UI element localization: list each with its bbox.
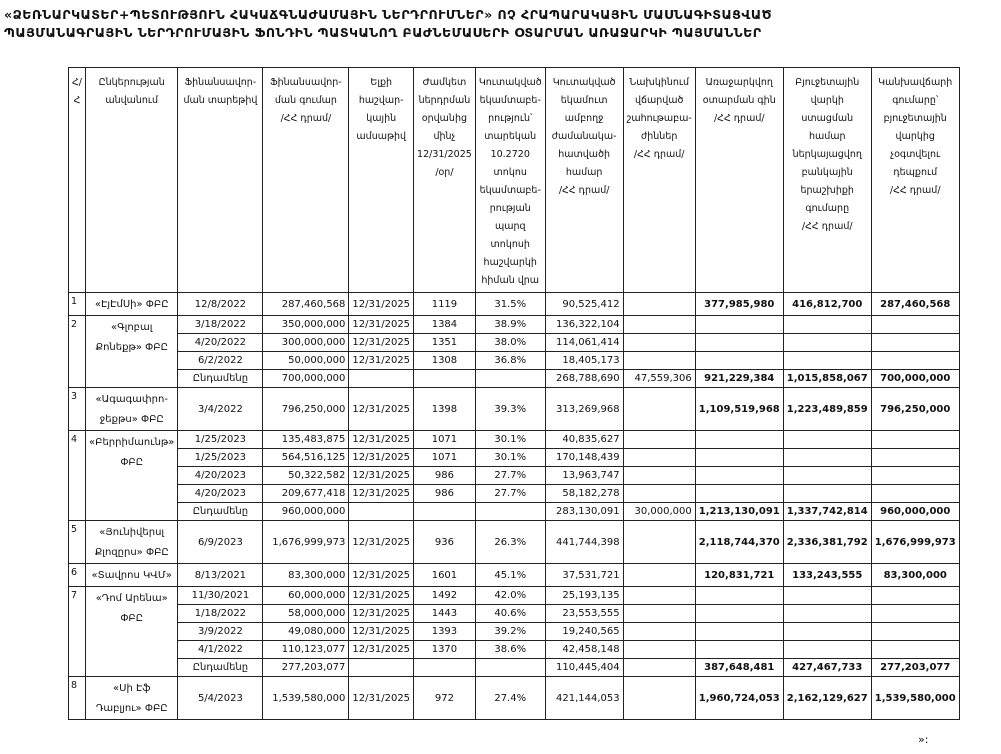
- table-row: [69, 587, 960, 605]
- row-number: 8: [69, 677, 86, 720]
- title-line-2: ՊԱՅՄԱՆԱԳՐԱՅԻՆ ՆԵՐԴՐՈՒՄԱՅԻՆ ՖՈՆԴԻՆ ՊԱՏԿԱՆՈՂ ԲԱԺՆԵՄԱՍԵՐԻ ՕՏԱՐՄԱՆ ԱՌԱՋԱՐԿԻ ՊԱՅՄԱՆՆԵՐ: [4, 25, 762, 40]
- column-header-title: Առաջարկվող օտարման գին: [702, 77, 776, 106]
- year-cell: 5/4/2023: [178, 677, 263, 720]
- advance-payment-cell: [871, 641, 959, 659]
- income-cell: 268,788,690: [545, 370, 623, 388]
- amount-cell: 700,000,000: [263, 370, 349, 388]
- trailing-punctuation: »:: [918, 733, 929, 746]
- amount-cell: 58,000,000: [263, 605, 349, 623]
- percent-cell: 39.2%: [475, 623, 545, 641]
- amount-cell: 60,000,000: [263, 587, 349, 605]
- days-cell: 1384: [414, 316, 476, 334]
- offer-price-cell: [695, 449, 783, 467]
- guarantee-amount-cell: 1,223,489,859: [783, 388, 871, 431]
- row-number: 6: [69, 564, 86, 587]
- offer-price-cell: 1,109,519,968: [695, 388, 783, 431]
- days-cell: 1351: [414, 334, 476, 352]
- paid-dividends-cell: [623, 485, 695, 503]
- offer-price-cell: [695, 352, 783, 370]
- column-header-title: Ժամկետ ներդրման օրվանից մինչ 12/31/2025: [417, 77, 472, 160]
- offer-price-cell: 1,960,724,053: [695, 677, 783, 720]
- percent-cell: [475, 370, 545, 388]
- percent-cell: 30.1%: [475, 431, 545, 449]
- exit-date-cell: 12/31/2025: [349, 352, 414, 370]
- year-cell: 6/2/2022: [178, 352, 263, 370]
- guarantee-amount-cell: 416,812,700: [783, 293, 871, 316]
- paid-dividends-cell: [623, 564, 695, 587]
- exit-date-cell: 12/31/2025: [349, 521, 414, 564]
- amount-cell: 1,539,580,000: [263, 677, 349, 720]
- guarantee-amount-cell: [783, 334, 871, 352]
- paid-dividends-cell: 47,559,306: [623, 370, 695, 388]
- exit-date-cell: [349, 370, 414, 388]
- year-cell: 4/20/2023: [178, 467, 263, 485]
- column-header-title: Կուտակված եկամտաբե-րություն՝ տարեկան 10.2720 տոկոս եկամտաբե-րության պարզ տոկոսի հաշվարկի: [478, 77, 542, 268]
- paid-dividends-cell: [623, 659, 695, 677]
- paid-dividends-cell: [623, 449, 695, 467]
- advance-payment-cell: [871, 587, 959, 605]
- days-cell: 986: [414, 467, 476, 485]
- amount-cell: 960,000,000: [263, 503, 349, 521]
- guarantee-amount-cell: [783, 605, 871, 623]
- company-name: «Ագագափրո-ջեքթս» ՓԲԸ: [86, 388, 178, 431]
- table-row: [69, 503, 960, 521]
- percent-cell: 26.3%: [475, 521, 545, 564]
- table-row: [69, 641, 960, 659]
- advance-payment-cell: 796,250,000: [871, 388, 959, 431]
- advance-payment-cell: [871, 352, 959, 370]
- column-header-title: Ընկերության անվանում: [98, 77, 165, 106]
- days-cell: 1393: [414, 623, 476, 641]
- table-row: [69, 467, 960, 485]
- year-cell: 1/25/2023: [178, 449, 263, 467]
- amount-cell: 49,080,000: [263, 623, 349, 641]
- guarantee-amount-cell: 133,243,555: [783, 564, 871, 587]
- days-cell: [414, 503, 476, 521]
- table-row: [69, 388, 960, 431]
- income-cell: 114,061,414: [545, 334, 623, 352]
- year-cell: 8/13/2021: [178, 564, 263, 587]
- advance-payment-cell: 1,676,999,973: [871, 521, 959, 564]
- income-cell: 18,405,173: [545, 352, 623, 370]
- column-header-unit: /ՀՀ դրամ/: [713, 113, 765, 124]
- table-row: [69, 521, 960, 564]
- company-name: «Բերրիմաունթ» ՓԲԸ: [86, 431, 178, 521]
- guarantee-amount-cell: 427,467,733: [783, 659, 871, 677]
- column-header: [86, 68, 178, 293]
- column-header-unit: /ՀՀ դրամ/: [558, 185, 610, 196]
- table-row: [69, 293, 960, 316]
- percent-cell: 30.1%: [475, 449, 545, 467]
- column-header-unit: /ՀՀ դրամ/: [889, 185, 941, 196]
- paid-dividends-cell: 30,000,000: [623, 503, 695, 521]
- advance-payment-cell: [871, 431, 959, 449]
- table-row: [69, 564, 960, 587]
- paid-dividends-cell: [623, 641, 695, 659]
- percent-cell: 27.7%: [475, 467, 545, 485]
- table-row: [69, 370, 960, 388]
- guarantee-amount-cell: 1,015,858,067: [783, 370, 871, 388]
- advance-payment-cell: 277,203,077: [871, 659, 959, 677]
- exit-date-cell: 12/31/2025: [349, 467, 414, 485]
- paid-dividends-cell: [623, 623, 695, 641]
- paid-dividends-cell: [623, 352, 695, 370]
- percent-cell: [475, 659, 545, 677]
- column-header-unit: /օր/: [435, 167, 454, 178]
- guarantee-amount-cell: [783, 623, 871, 641]
- exit-date-cell: 12/31/2025: [349, 449, 414, 467]
- table-row: [69, 605, 960, 623]
- year-cell: 3/4/2022: [178, 388, 263, 431]
- paid-dividends-cell: [623, 605, 695, 623]
- income-cell: 13,963,747: [545, 467, 623, 485]
- income-cell: 170,148,439: [545, 449, 623, 467]
- percent-cell: 39.3%: [475, 388, 545, 431]
- advance-payment-cell: [871, 334, 959, 352]
- exit-date-cell: 12/31/2025: [349, 431, 414, 449]
- year-cell: Ընդամենը: [178, 659, 263, 677]
- column-header-title: Բյուջետային վարկի ստացման համար ներկայացվող բանկային երաշխիքի գումարը: [792, 77, 862, 214]
- advance-payment-cell: 960,000,000: [871, 503, 959, 521]
- percent-cell: 27.7%: [475, 485, 545, 503]
- guarantee-amount-cell: 2,336,381,792: [783, 521, 871, 564]
- income-cell: 90,525,412: [545, 293, 623, 316]
- days-cell: 1492: [414, 587, 476, 605]
- income-cell: 441,744,398: [545, 521, 623, 564]
- year-cell: 3/18/2022: [178, 316, 263, 334]
- table-row: [69, 485, 960, 503]
- header-row: [69, 68, 960, 293]
- advance-payment-cell: 700,000,000: [871, 370, 959, 388]
- percent-cell: 36.8%: [475, 352, 545, 370]
- year-cell: 1/25/2023: [178, 431, 263, 449]
- income-cell: 42,458,148: [545, 641, 623, 659]
- amount-cell: 796,250,000: [263, 388, 349, 431]
- paid-dividends-cell: [623, 316, 695, 334]
- guarantee-amount-cell: 2,162,129,627: [783, 677, 871, 720]
- company-name: «Յունիվերսլ Քլոզըրս» ՓԲԸ: [86, 521, 178, 564]
- company-name: «Տավրոս ԿՎՄ»: [86, 564, 178, 587]
- percent-cell: 45.1%: [475, 564, 545, 587]
- company-name: «Սի Էֆ Դաբլյու» ՓԲԸ: [86, 677, 178, 720]
- column-header: [475, 68, 545, 293]
- advance-payment-cell: 1,539,580,000: [871, 677, 959, 720]
- year-cell: 4/1/2022: [178, 641, 263, 659]
- offer-price-cell: 377,985,980: [695, 293, 783, 316]
- column-header: [871, 68, 959, 293]
- advance-payment-cell: [871, 605, 959, 623]
- offer-price-cell: 2,118,744,370: [695, 521, 783, 564]
- income-cell: 421,144,053: [545, 677, 623, 720]
- offer-price-cell: [695, 431, 783, 449]
- days-cell: 1071: [414, 449, 476, 467]
- column-header-unit: /ՀՀ դրամ/: [280, 113, 332, 124]
- advance-payment-cell: [871, 467, 959, 485]
- offer-terms-table: [68, 67, 960, 720]
- year-cell: 4/20/2023: [178, 485, 263, 503]
- table-row: [69, 623, 960, 641]
- table-row: [69, 316, 960, 334]
- advance-payment-cell: 287,460,568: [871, 293, 959, 316]
- percent-cell: 31.5%: [475, 293, 545, 316]
- column-header-title: Կուտակված եկամուտ ամբողջ ժամանակա-հատվածի համար: [551, 77, 617, 178]
- paid-dividends-cell: [623, 388, 695, 431]
- column-header: [545, 68, 623, 293]
- paid-dividends-cell: [623, 677, 695, 720]
- offer-price-cell: 921,229,384: [695, 370, 783, 388]
- income-cell: 313,269,968: [545, 388, 623, 431]
- paid-dividends-cell: [623, 521, 695, 564]
- row-number: 7: [69, 587, 86, 677]
- column-header: [178, 68, 263, 293]
- exit-date-cell: [349, 659, 414, 677]
- offer-price-cell: [695, 587, 783, 605]
- exit-date-cell: 12/31/2025: [349, 388, 414, 431]
- income-cell: 58,182,278: [545, 485, 623, 503]
- row-number: 3: [69, 388, 86, 431]
- income-cell: 110,445,404: [545, 659, 623, 677]
- table-row: [69, 677, 960, 720]
- exit-date-cell: 12/31/2025: [349, 334, 414, 352]
- advance-payment-cell: [871, 623, 959, 641]
- income-cell: 23,553,555: [545, 605, 623, 623]
- amount-cell: 277,203,077: [263, 659, 349, 677]
- exit-date-cell: [349, 503, 414, 521]
- income-cell: 136,322,104: [545, 316, 623, 334]
- offer-price-cell: [695, 641, 783, 659]
- year-cell: Ընդամենը: [178, 503, 263, 521]
- paid-dividends-cell: [623, 431, 695, 449]
- advance-payment-cell: [871, 449, 959, 467]
- guarantee-amount-cell: [783, 352, 871, 370]
- advance-payment-cell: [871, 316, 959, 334]
- offer-price-cell: [695, 334, 783, 352]
- table-row: [69, 431, 960, 449]
- year-cell: 3/9/2022: [178, 623, 263, 641]
- offer-price-cell: [695, 623, 783, 641]
- days-cell: 972: [414, 677, 476, 720]
- year-cell: 1/18/2022: [178, 605, 263, 623]
- guarantee-amount-cell: [783, 316, 871, 334]
- company-name: «ԷյԷմՍի» ՓԲԸ: [86, 293, 178, 316]
- table-row: [69, 449, 960, 467]
- year-cell: 6/9/2023: [178, 521, 263, 564]
- column-header-title: Ելքի հաշվար-կային ամսաթիվ: [356, 77, 407, 142]
- days-cell: [414, 370, 476, 388]
- guarantee-amount-cell: [783, 449, 871, 467]
- amount-cell: 110,123,077: [263, 641, 349, 659]
- advance-payment-cell: [871, 485, 959, 503]
- exit-date-cell: 12/31/2025: [349, 641, 414, 659]
- row-number: 1: [69, 293, 86, 316]
- row-number: 5: [69, 521, 86, 564]
- offer-price-cell: 1,213,130,091: [695, 503, 783, 521]
- column-header-title: Ֆինանսավոր-ման տարեթիվ: [183, 77, 258, 106]
- days-cell: 1398: [414, 388, 476, 431]
- company-name: «Գլոբալ Քոնեքթ» ՓԲԸ: [86, 316, 178, 388]
- paid-dividends-cell: [623, 334, 695, 352]
- column-header-title: Կանխավճարի գումարը՝ բյուջետային վարկից չօգտվելու դեպքում: [878, 77, 953, 178]
- column-header-unit: հիման վրա: [481, 275, 540, 286]
- column-header: [623, 68, 695, 293]
- days-cell: 1308: [414, 352, 476, 370]
- exit-date-cell: 12/31/2025: [349, 316, 414, 334]
- guarantee-amount-cell: [783, 641, 871, 659]
- exit-date-cell: 12/31/2025: [349, 564, 414, 587]
- guarantee-amount-cell: [783, 431, 871, 449]
- days-cell: 1443: [414, 605, 476, 623]
- days-cell: 1601: [414, 564, 476, 587]
- income-cell: 25,193,135: [545, 587, 623, 605]
- column-header: [349, 68, 414, 293]
- column-header: [69, 68, 86, 293]
- column-header: [263, 68, 349, 293]
- percent-cell: [475, 503, 545, 521]
- column-header-title: Նախկինում վճարված շահութաբա-ժիններ: [626, 77, 692, 142]
- offer-price-cell: [695, 485, 783, 503]
- paid-dividends-cell: [623, 587, 695, 605]
- row-number: 2: [69, 316, 86, 388]
- amount-cell: 83,300,000: [263, 564, 349, 587]
- title-line-1: «ՁԵՌՆԱՐԿԱՏԵՐ+ՊԵՏՈՒԹՅՈՒՆ ՀԱԿԱՃԳՆԱԺԱՄԱՅԻՆ ՆԵՐԴՐՈՒՄՆԵՐ» ՈՉ ՀՐԱՊԱՐԱԿԱՅԻՆ ՄԱՍՆԱԳԻՏԱՑՎԱԾ: [4, 7, 772, 22]
- column-header: [414, 68, 476, 293]
- column-header-unit: /ՀՀ դրամ/: [633, 149, 685, 160]
- column-header: [695, 68, 783, 293]
- column-header-title: Ֆինանսավոր-ման գումար: [270, 77, 342, 106]
- offer-price-cell: [695, 467, 783, 485]
- days-cell: 1119: [414, 293, 476, 316]
- column-header-unit: /ՀՀ դրամ/: [801, 221, 853, 232]
- year-cell: 12/8/2022: [178, 293, 263, 316]
- exit-date-cell: 12/31/2025: [349, 587, 414, 605]
- paid-dividends-cell: [623, 293, 695, 316]
- row-number: 4: [69, 431, 86, 521]
- year-cell: 11/30/2021: [178, 587, 263, 605]
- amount-cell: 135,483,875: [263, 431, 349, 449]
- amount-cell: 350,000,000: [263, 316, 349, 334]
- guarantee-amount-cell: [783, 587, 871, 605]
- amount-cell: 50,322,582: [263, 467, 349, 485]
- offer-price-cell: [695, 316, 783, 334]
- amount-cell: 564,516,125: [263, 449, 349, 467]
- exit-date-cell: 12/31/2025: [349, 605, 414, 623]
- document-title: [4, 6, 999, 42]
- income-cell: 40,835,627: [545, 431, 623, 449]
- percent-cell: 38.9%: [475, 316, 545, 334]
- guarantee-amount-cell: 1,337,742,814: [783, 503, 871, 521]
- percent-cell: 38.6%: [475, 641, 545, 659]
- amount-cell: 1,676,999,973: [263, 521, 349, 564]
- exit-date-cell: 12/31/2025: [349, 677, 414, 720]
- days-cell: 936: [414, 521, 476, 564]
- amount-cell: 209,677,418: [263, 485, 349, 503]
- exit-date-cell: 12/31/2025: [349, 485, 414, 503]
- table-row: [69, 334, 960, 352]
- days-cell: [414, 659, 476, 677]
- percent-cell: 38.0%: [475, 334, 545, 352]
- offer-price-cell: 120,831,721: [695, 564, 783, 587]
- exit-date-cell: 12/31/2025: [349, 623, 414, 641]
- income-cell: 19,240,565: [545, 623, 623, 641]
- percent-cell: 27.4%: [475, 677, 545, 720]
- amount-cell: 300,000,000: [263, 334, 349, 352]
- offer-price-cell: [695, 605, 783, 623]
- days-cell: 1370: [414, 641, 476, 659]
- days-cell: 1071: [414, 431, 476, 449]
- days-cell: 986: [414, 485, 476, 503]
- exit-date-cell: 12/31/2025: [349, 293, 414, 316]
- company-name: «Դոմ Արենա» ՓԲԸ: [86, 587, 178, 677]
- income-cell: 37,531,721: [545, 564, 623, 587]
- column-header: [783, 68, 871, 293]
- year-cell: 4/20/2022: [178, 334, 263, 352]
- offer-price-cell: 387,648,481: [695, 659, 783, 677]
- advance-payment-cell: 83,300,000: [871, 564, 959, 587]
- column-header-title: Հ/Հ: [72, 77, 83, 106]
- year-cell: Ընդամենը: [178, 370, 263, 388]
- guarantee-amount-cell: [783, 485, 871, 503]
- table-row: [69, 352, 960, 370]
- percent-cell: 40.6%: [475, 605, 545, 623]
- paid-dividends-cell: [623, 467, 695, 485]
- percent-cell: 42.0%: [475, 587, 545, 605]
- income-cell: 283,130,091: [545, 503, 623, 521]
- guarantee-amount-cell: [783, 467, 871, 485]
- amount-cell: 287,460,568: [263, 293, 349, 316]
- table-row: [69, 659, 960, 677]
- amount-cell: 50,000,000: [263, 352, 349, 370]
